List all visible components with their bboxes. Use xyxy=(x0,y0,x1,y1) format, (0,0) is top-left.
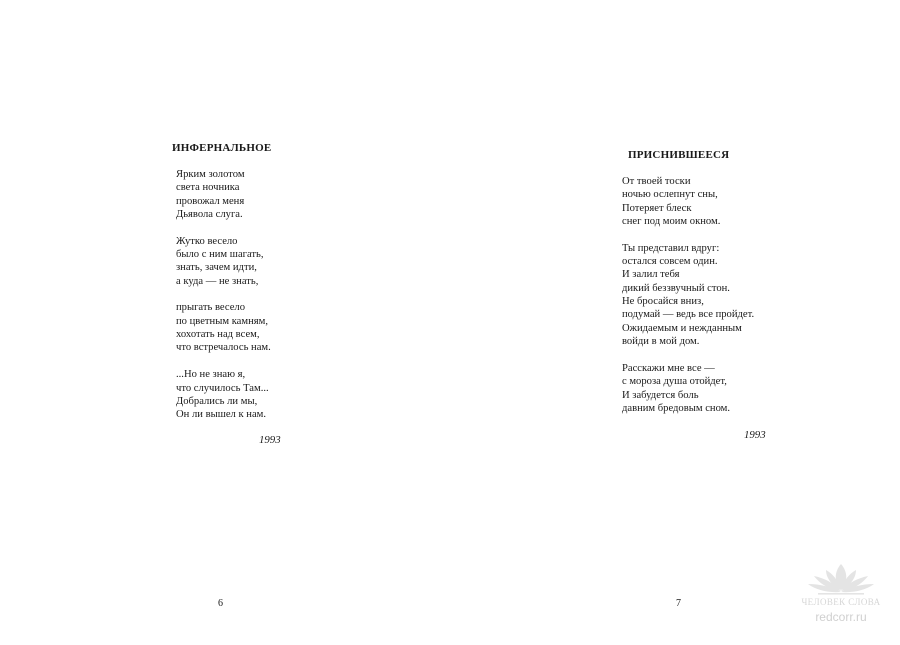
poem-line: было с ним шагать, xyxy=(176,249,264,261)
poem-line: Жутко весело xyxy=(176,235,238,247)
page-number: 6 xyxy=(218,598,223,609)
stanza xyxy=(176,301,271,354)
poem-line: по цветным камням, xyxy=(176,315,268,327)
poem-line: дикий беззвучный стон. xyxy=(622,282,730,294)
poem-title: ИНФЕРНАЛЬНОЕ xyxy=(172,142,272,154)
poem-line: Он ли вышел к нам. xyxy=(176,409,267,421)
poem-line: Ты представил вдруг: xyxy=(622,242,720,254)
poem-line: что встречалось нам. xyxy=(176,342,271,354)
stanza xyxy=(176,235,271,288)
poem-line: войди в мой дом. xyxy=(622,336,700,348)
poem-line: Потеряет блеск xyxy=(622,202,692,214)
stanza xyxy=(622,362,754,415)
stanza xyxy=(622,175,754,228)
poem-line: Ярким золотом xyxy=(176,169,245,180)
poem-line: знать, зачем идти, xyxy=(176,262,257,274)
poem-line: ...Но не знаю я, xyxy=(176,369,246,381)
poem-line: что случилось Там... xyxy=(176,382,269,394)
poem-line: света ночника xyxy=(176,182,240,194)
poem-line: Не бросайся вниз, xyxy=(622,296,704,308)
watermark xyxy=(795,562,887,632)
poem-line: подумай — ведь все пройдет. xyxy=(622,309,755,321)
poem-line: Расскажи мне все — xyxy=(622,362,715,374)
stanza xyxy=(622,242,754,349)
poem-title: ПРИСНИВШЕЕСЯ xyxy=(628,149,730,161)
poem-line: Ожидаемым и нежданным xyxy=(622,322,742,334)
poem-line: И забудется боль xyxy=(622,389,699,401)
poem-body xyxy=(622,175,754,415)
poem-line: И залил тебя xyxy=(622,269,680,281)
poem-body xyxy=(176,168,271,422)
watermark-url: redcorr.ru xyxy=(815,610,867,624)
page-number: 7 xyxy=(676,598,681,609)
poem-line: Дьявола слуга. xyxy=(176,209,243,221)
poem-line: Добрались ли мы, xyxy=(176,395,258,407)
poem-line: давним бредовым сном. xyxy=(622,402,731,414)
poem-line: а куда — не знать, xyxy=(176,275,259,287)
poem-year: 1993 xyxy=(744,429,766,441)
stanza xyxy=(176,168,271,221)
poem-year: 1993 xyxy=(259,434,281,446)
lotus-icon xyxy=(806,562,876,596)
poem-line: снег под моим окном. xyxy=(622,216,721,228)
watermark-name: ЧЕЛОВЕК СЛОВА xyxy=(801,597,881,607)
poem-line: От твоей тоски xyxy=(622,176,691,187)
right-page xyxy=(450,0,900,645)
poem-line: ночью ослепнут сны, xyxy=(622,189,718,201)
poem-line: прыгать весело xyxy=(176,302,245,314)
stanza xyxy=(176,368,271,421)
poem-line: остался совсем один. xyxy=(622,256,718,268)
poem-line: с мороза душа отойдет, xyxy=(622,376,727,388)
poem-line: провожал меня xyxy=(176,195,245,207)
poem-line: хохотать над всем, xyxy=(176,329,260,341)
